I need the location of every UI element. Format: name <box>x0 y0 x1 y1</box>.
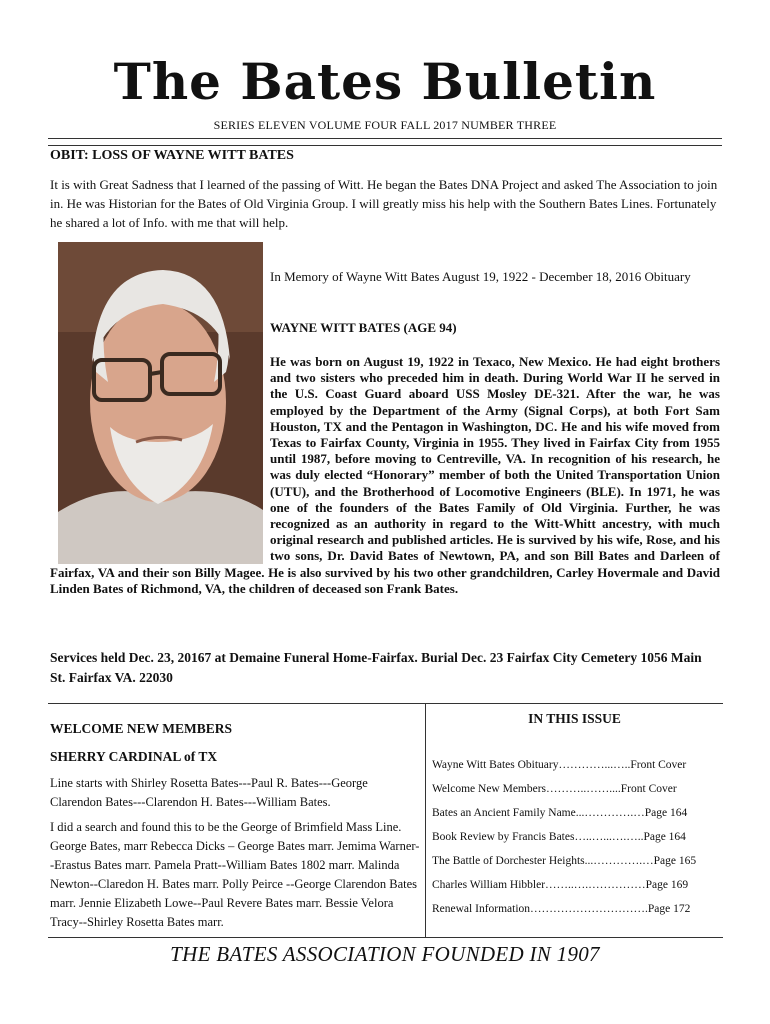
toc-item[interactable]: Welcome New Members………..……....Front Cover <box>432 783 677 795</box>
toc-item[interactable]: Bates an Ancient Family Name...………….…Page 164 <box>432 807 688 819</box>
toc-item[interactable]: The Battle of Dorchester Heights...………….…Page 165 <box>432 855 697 867</box>
welcome-heading: WELCOME NEW MEMBERS <box>50 721 233 736</box>
toc-item[interactable]: Renewal Information………………………….Page 172 <box>432 903 691 915</box>
obituary-heading: OBIT: LOSS OF WAYNE WITT BATES <box>50 148 294 163</box>
toc-item[interactable]: Wayne Witt Bates Obituary…………...…..Front Cover <box>432 759 687 771</box>
toc-item[interactable]: Book Review by Francis Bates…..…...….…..Page 164 <box>432 831 686 843</box>
obituary-body-text: He was born on August 19, 1922 in Texaco, New Mexico. He had eight brothers and two sisters who preceded him in death. During World War II he served in the U.S. Coast Guard aboard USS Mosley DE-321. After the war, he was employed by the Department of the Army (Signal Corps), at both Fort Sam Houston, TX and the Pentagon in Washington, DC. He and his wife moved from Texas to Fairfax County, Virginia in 1955. They lived in Fairfax City from 1955 until 1987, before moving to Centreville, VA. In recognition of his research, he was duly elected “Honorary” member of both the United Transportation Union (UTU), and the Brotherhood of Locomotive Engineers (BLE). In 1971, he was one of the founders of the Bates Family of Old Virginia. Further, he was recognized as an authority in regard to the Witt-Whitt ancestry, with much original research and published articles. He is survived by his wife, Rose, and his two sons, Dr. David Bates of Newtown, PA, and son Bill Bates and Darleen of Fairfax, VA and their son Billy Magee. He is also survived by his two other grandchildren, Carley Hovermale and David Linden Bates of Richmond, VA, the children of deceased son Frank Bates. <box>50 354 720 596</box>
masthead-divider-lower <box>48 145 722 146</box>
obituary-body <box>50 354 720 597</box>
welcome-divider <box>48 703 425 704</box>
obituary-name: WAYNE WITT BATES (AGE 94) <box>270 320 457 335</box>
footer-tagline: THE BATES ASSOCIATION FOUNDED IN 1907 <box>170 942 600 966</box>
masthead-divider <box>48 138 722 139</box>
obituary-intro: It is with Great Sadness that I learned of the passing of Witt. He began the Bates DNA Project and asked The Association to join in. He was Historian for the Bates of Old Virginia Group. I will greatly miss his help with the Southern Bates Lines. Fortunately he shared a lot of Info. with me that will help. <box>50 177 718 230</box>
toc-item[interactable]: Charles William Hibbler……..….……………Page 169 <box>432 879 689 891</box>
in-this-issue-box <box>425 703 723 938</box>
bulletin-title: The Bates Bulletin <box>113 52 657 111</box>
services-note: Services held Dec. 23, 20167 at Demaine Funeral Home-Fairfax. Burial Dec. 23 Fairfax City Cemetery 1056 Main St. Fairfax VA. 22030 <box>50 650 702 685</box>
welcome-bottom-divider <box>48 937 425 938</box>
search-text: I did a search and found this to be the George of Brimfield Mass Line. George Bates, marr Rebecca Dicks – George Bates marr. Jemima Warner--Erastus Bates marr. Pamela Pratt--William Bates 1802 marr. Malinda Newton--Claredon H. Bates marr. Polly Peirce --George Clarendon Bates marr. Jennie Elizabeth Lowe--Paul Revere Bates marr. Bessie Velora Tracy--Shirley Rosetta Bates marr. <box>50 820 420 929</box>
memory-line: In Memory of Wayne Witt Bates August 19, 1922 - December 18, 2016 Obituary <box>270 269 691 284</box>
lineage-text: Line starts with Shirley Rosetta Bates---Paul R. Bates---George Clarendon Bates---Clarendon H. Bates---William Bates. <box>50 776 368 809</box>
in-this-issue-title: IN THIS ISSUE <box>528 711 621 726</box>
series-line: SERIES ELEVEN VOLUME FOUR FALL 2017 NUMBER THREE <box>213 118 557 132</box>
member-name: SHERRY CARDINAL of TX <box>50 749 218 764</box>
